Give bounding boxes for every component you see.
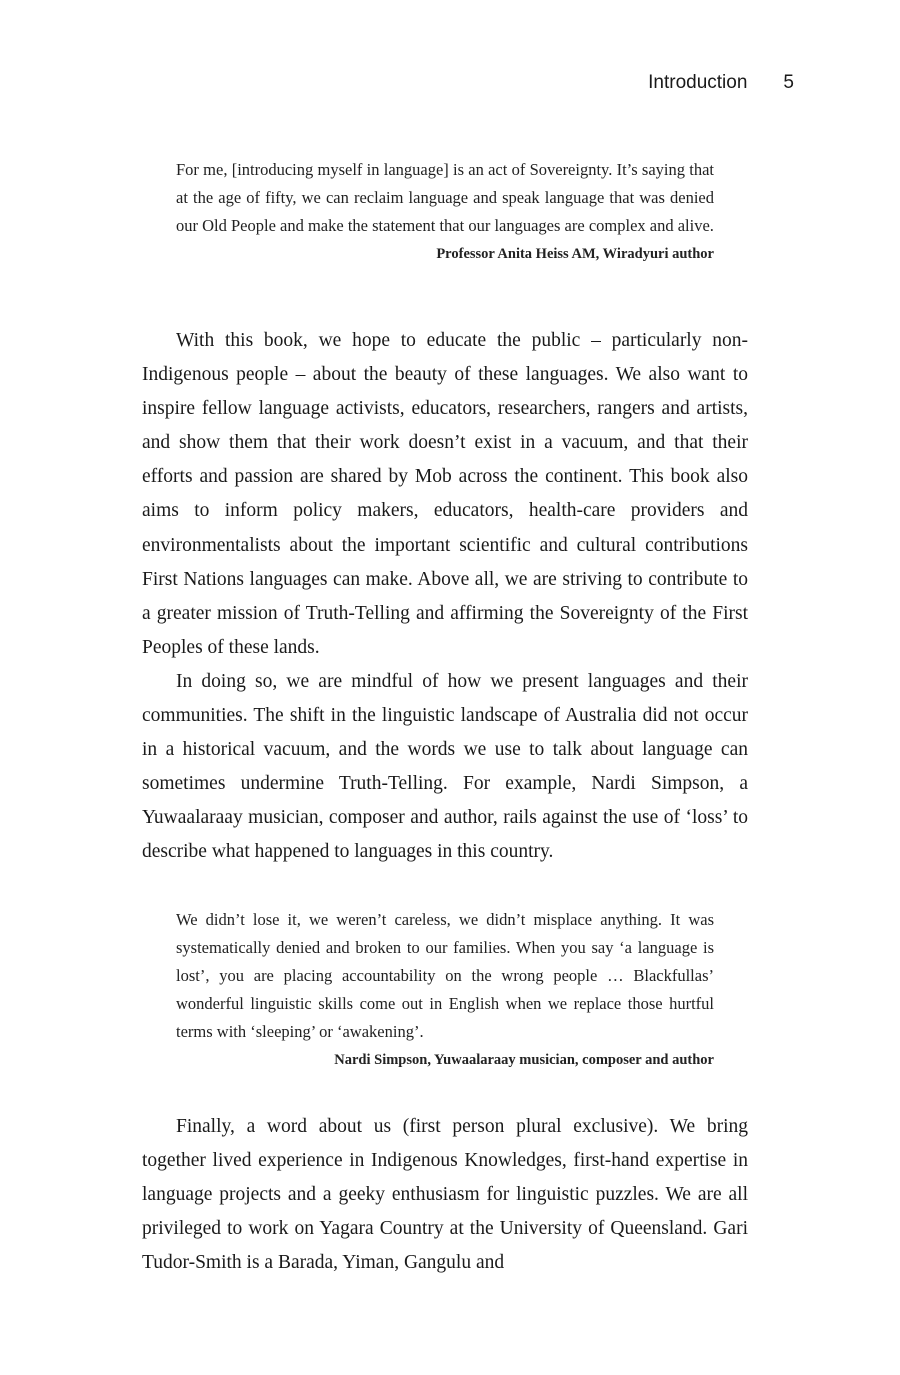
body-paragraph: Finally, a word about us (first person plural exclusive). We bring together lived experience in Indigenous Knowledges, first-hand expertise in language projects and a geeky enthusiasm for linguistic puzzles. We are all privileged to work on Yagara Country at the University of Queensland. Gari Tudor-Smith is a Barada, Yiman, Gangulu and: [142, 1116, 748, 1274]
body-section-1: [142, 324, 748, 870]
body-paragraph: With this book, we hope to educate the public – particularly non-Indigenous people – about the beauty of these languages. We also want to inspire fellow language activists, educators, researchers, rangers and artists, and show them that their work doesn’t exist in a vacuum, and that their efforts and passion are shared by Mob across the continent. This book also aims to inform policy makers, educators, health-care providers and environmentalists about the important scientific and cultural contributions First Nations languages can make. Above all, we are striving to contribute to a greater mission of Truth-Telling and affirming the Sovereignty of the First Peoples of these lands.: [142, 330, 748, 658]
body-paragraph: In doing so, we are mindful of how we present languages and their communities. The shift in the linguistic landscape of Australia did not occur in a historical vacuum, and the words we use to talk about language can sometimes undermine Truth-Telling. For example, Nardi Simpson, a Yuwaalaraay musician, composer and author, rails against the use of ‘loss’ to describe what happened to languages in this country.: [142, 670, 748, 863]
block-quote-heiss: [176, 156, 714, 266]
running-head: [648, 72, 794, 94]
page-number: 5: [783, 72, 794, 93]
body-section-2: [142, 1110, 748, 1280]
block-quote-simpson: [176, 906, 714, 1072]
quote-text: We didn’t lose it, we weren’t careless, we didn’t misplace anything. It was systematically denied and broken to our families. When you say ‘a language is lost’, you are placing accountability on the wrong people … Blackfullas’ wonderful linguistic skills come out in English when we replace those hurtful terms with ‘sleeping’ or ‘awakening’.: [176, 910, 714, 1041]
quote-attribution: Professor Anita Heiss AM, Wiradyuri author: [436, 246, 714, 262]
quote-text: For me, [introducing myself in language] is an act of Sovereignty. It’s saying that at the age of fifty, we can reclaim language and speak language that was denied our Old People and make the statement that our languages are complex and alive.: [176, 160, 714, 235]
quote-attribution: Nardi Simpson, Yuwaalaraay musician, composer and author: [334, 1052, 714, 1068]
section-title: Introduction: [648, 72, 748, 93]
